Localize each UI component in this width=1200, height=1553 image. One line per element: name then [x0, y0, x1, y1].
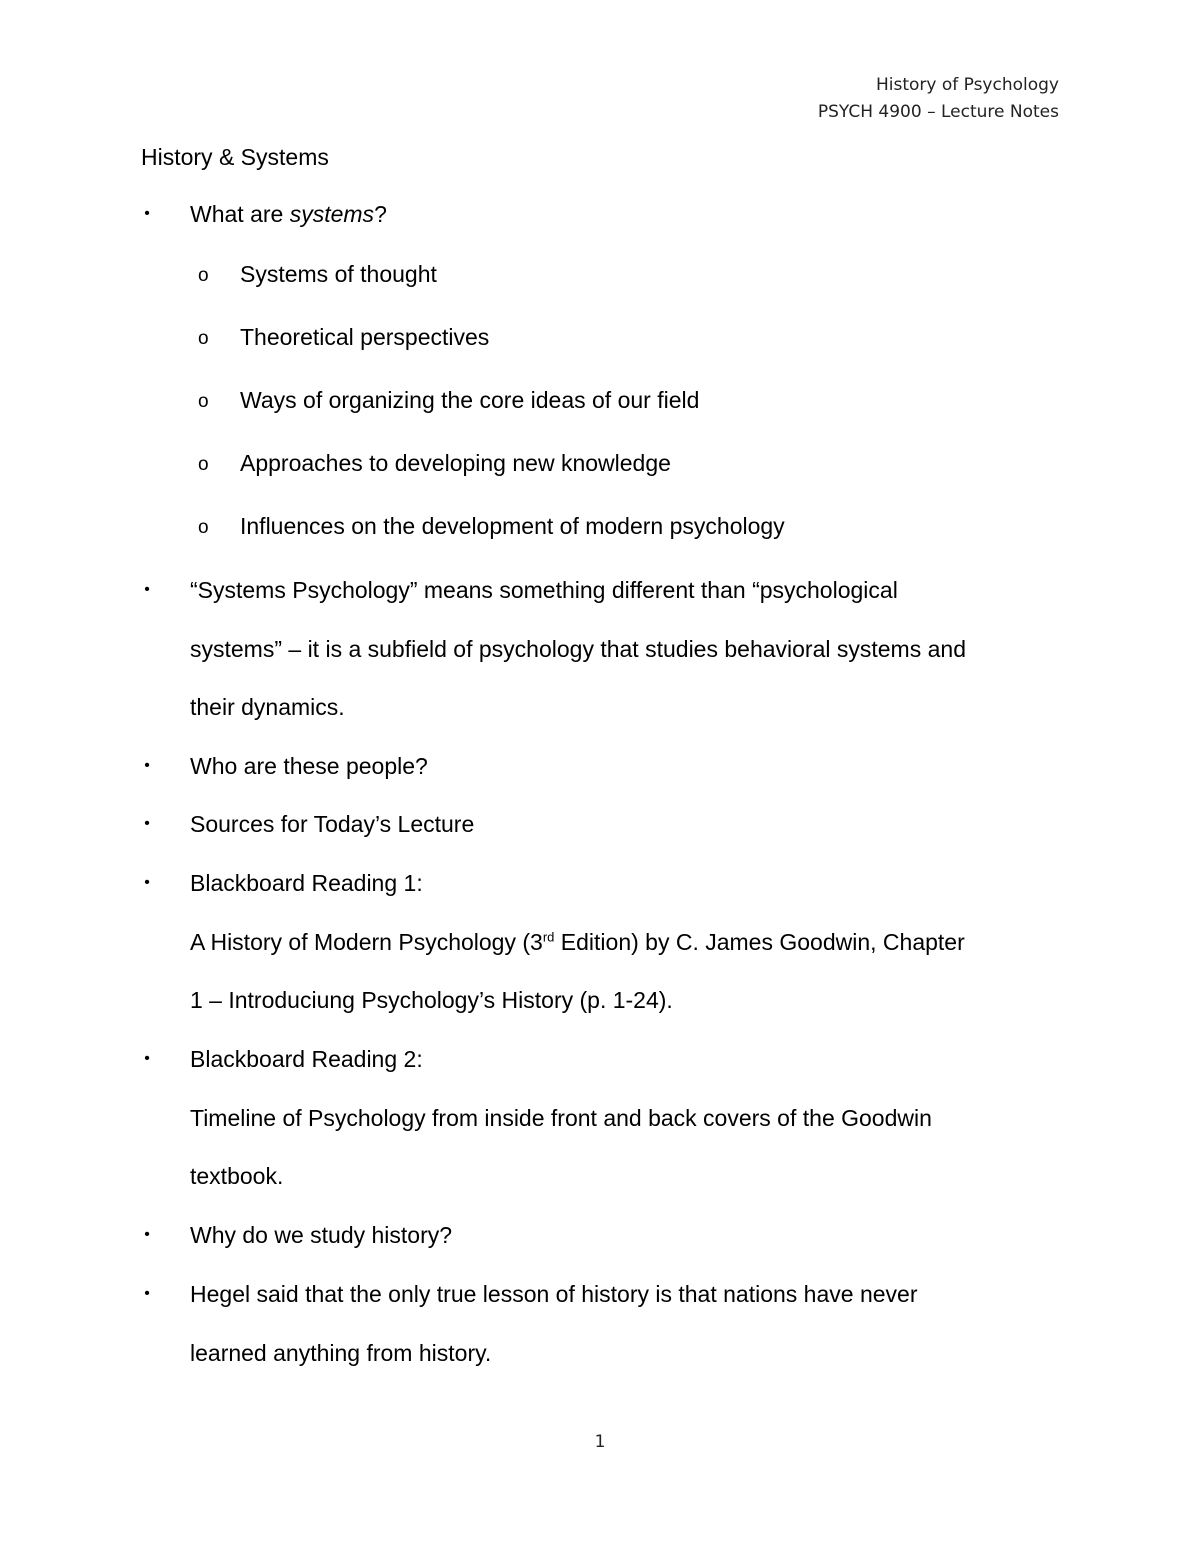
bullet-icon: •: [144, 1226, 150, 1243]
item-text: Who are these people?: [190, 753, 428, 779]
item-text-line: textbook.: [190, 1163, 284, 1189]
list-item-hegel: [144, 1265, 1070, 1382]
item-text-italic: systems: [289, 201, 375, 227]
bullet-icon: •: [144, 815, 150, 832]
circle-bullet-icon: o: [198, 391, 209, 412]
item-text-line: Hegel said that the only true lesson of history is that nations have never: [190, 1281, 918, 1307]
header-course-title: History of Psychology: [875, 75, 1059, 95]
page-number: 1: [594, 1432, 606, 1452]
item-text-line: learned anything from history.: [190, 1339, 492, 1366]
list-item-why-history: [144, 1206, 1070, 1265]
sub-item-text: Ways of organizing the core ideas of our field: [240, 387, 700, 413]
ordinal-suffix: rd: [542, 928, 555, 944]
item-text-line: systems” – it is a subfield of psychology that studies behavioral systems and: [190, 635, 966, 662]
header-course-code: PSYCH 4900 – Lecture Notes: [817, 102, 1059, 122]
sub-item-text: Influences on the development of modern psychology: [240, 513, 785, 539]
sub-list-item: [198, 321, 1070, 353]
circle-bullet-icon: o: [198, 454, 209, 475]
item-text: What are: [190, 201, 290, 227]
sub-list-item: [198, 447, 1070, 479]
bullet-icon: •: [144, 205, 150, 222]
list-item-who: [144, 737, 1070, 796]
sub-item-text: Approaches to developing new knowledge: [240, 450, 671, 476]
list-item-systems-psychology: [144, 561, 1070, 737]
sub-item-text: Systems of thought: [240, 261, 437, 287]
item-text-line: “Systems Psychology” means something different than “psychological: [190, 577, 898, 603]
list-item-reading-2: [144, 1030, 1070, 1206]
circle-bullet-icon: o: [198, 328, 209, 349]
list-item-reading-1: [144, 854, 1070, 1030]
section-title: History & Systems: [141, 144, 329, 170]
citation-text: A History of Modern Psychology (3: [190, 928, 543, 955]
bullet-icon: •: [144, 1050, 150, 1067]
citation-text: Edition) by C. James Goodwin, Chapter: [554, 928, 965, 955]
bullet-icon: •: [144, 1285, 150, 1302]
bullet-icon: •: [144, 757, 150, 774]
item-text: Sources for Today’s Lecture: [190, 811, 475, 837]
bullet-icon: •: [144, 581, 150, 598]
item-text-line: 1 – Introduciung Psychology’s History (p. 1-24).: [190, 987, 673, 1013]
item-text: ?: [374, 201, 387, 227]
bullet-icon: •: [144, 874, 150, 891]
item-text-line: their dynamics.: [190, 694, 345, 720]
list-item-sources: [144, 795, 1070, 854]
sub-list-item: [198, 258, 1070, 290]
item-text-line: Timeline of Psychology from inside front and back covers of the Goodwin: [190, 1104, 932, 1131]
reading-1-citation: [190, 913, 1070, 972]
sub-list-item: [198, 384, 1070, 416]
sub-item-text: Theoretical perspectives: [240, 324, 490, 350]
page-header: [818, 72, 1059, 126]
item-text: Why do we study history?: [190, 1222, 453, 1248]
sub-list-item: [198, 510, 1070, 542]
circle-bullet-icon: o: [198, 265, 209, 286]
list-item-what-are-systems: [144, 185, 1070, 244]
item-text-line: Blackboard Reading 2:: [190, 1046, 423, 1072]
item-text-line: Blackboard Reading 1:: [190, 870, 423, 896]
circle-bullet-icon: o: [198, 517, 209, 538]
